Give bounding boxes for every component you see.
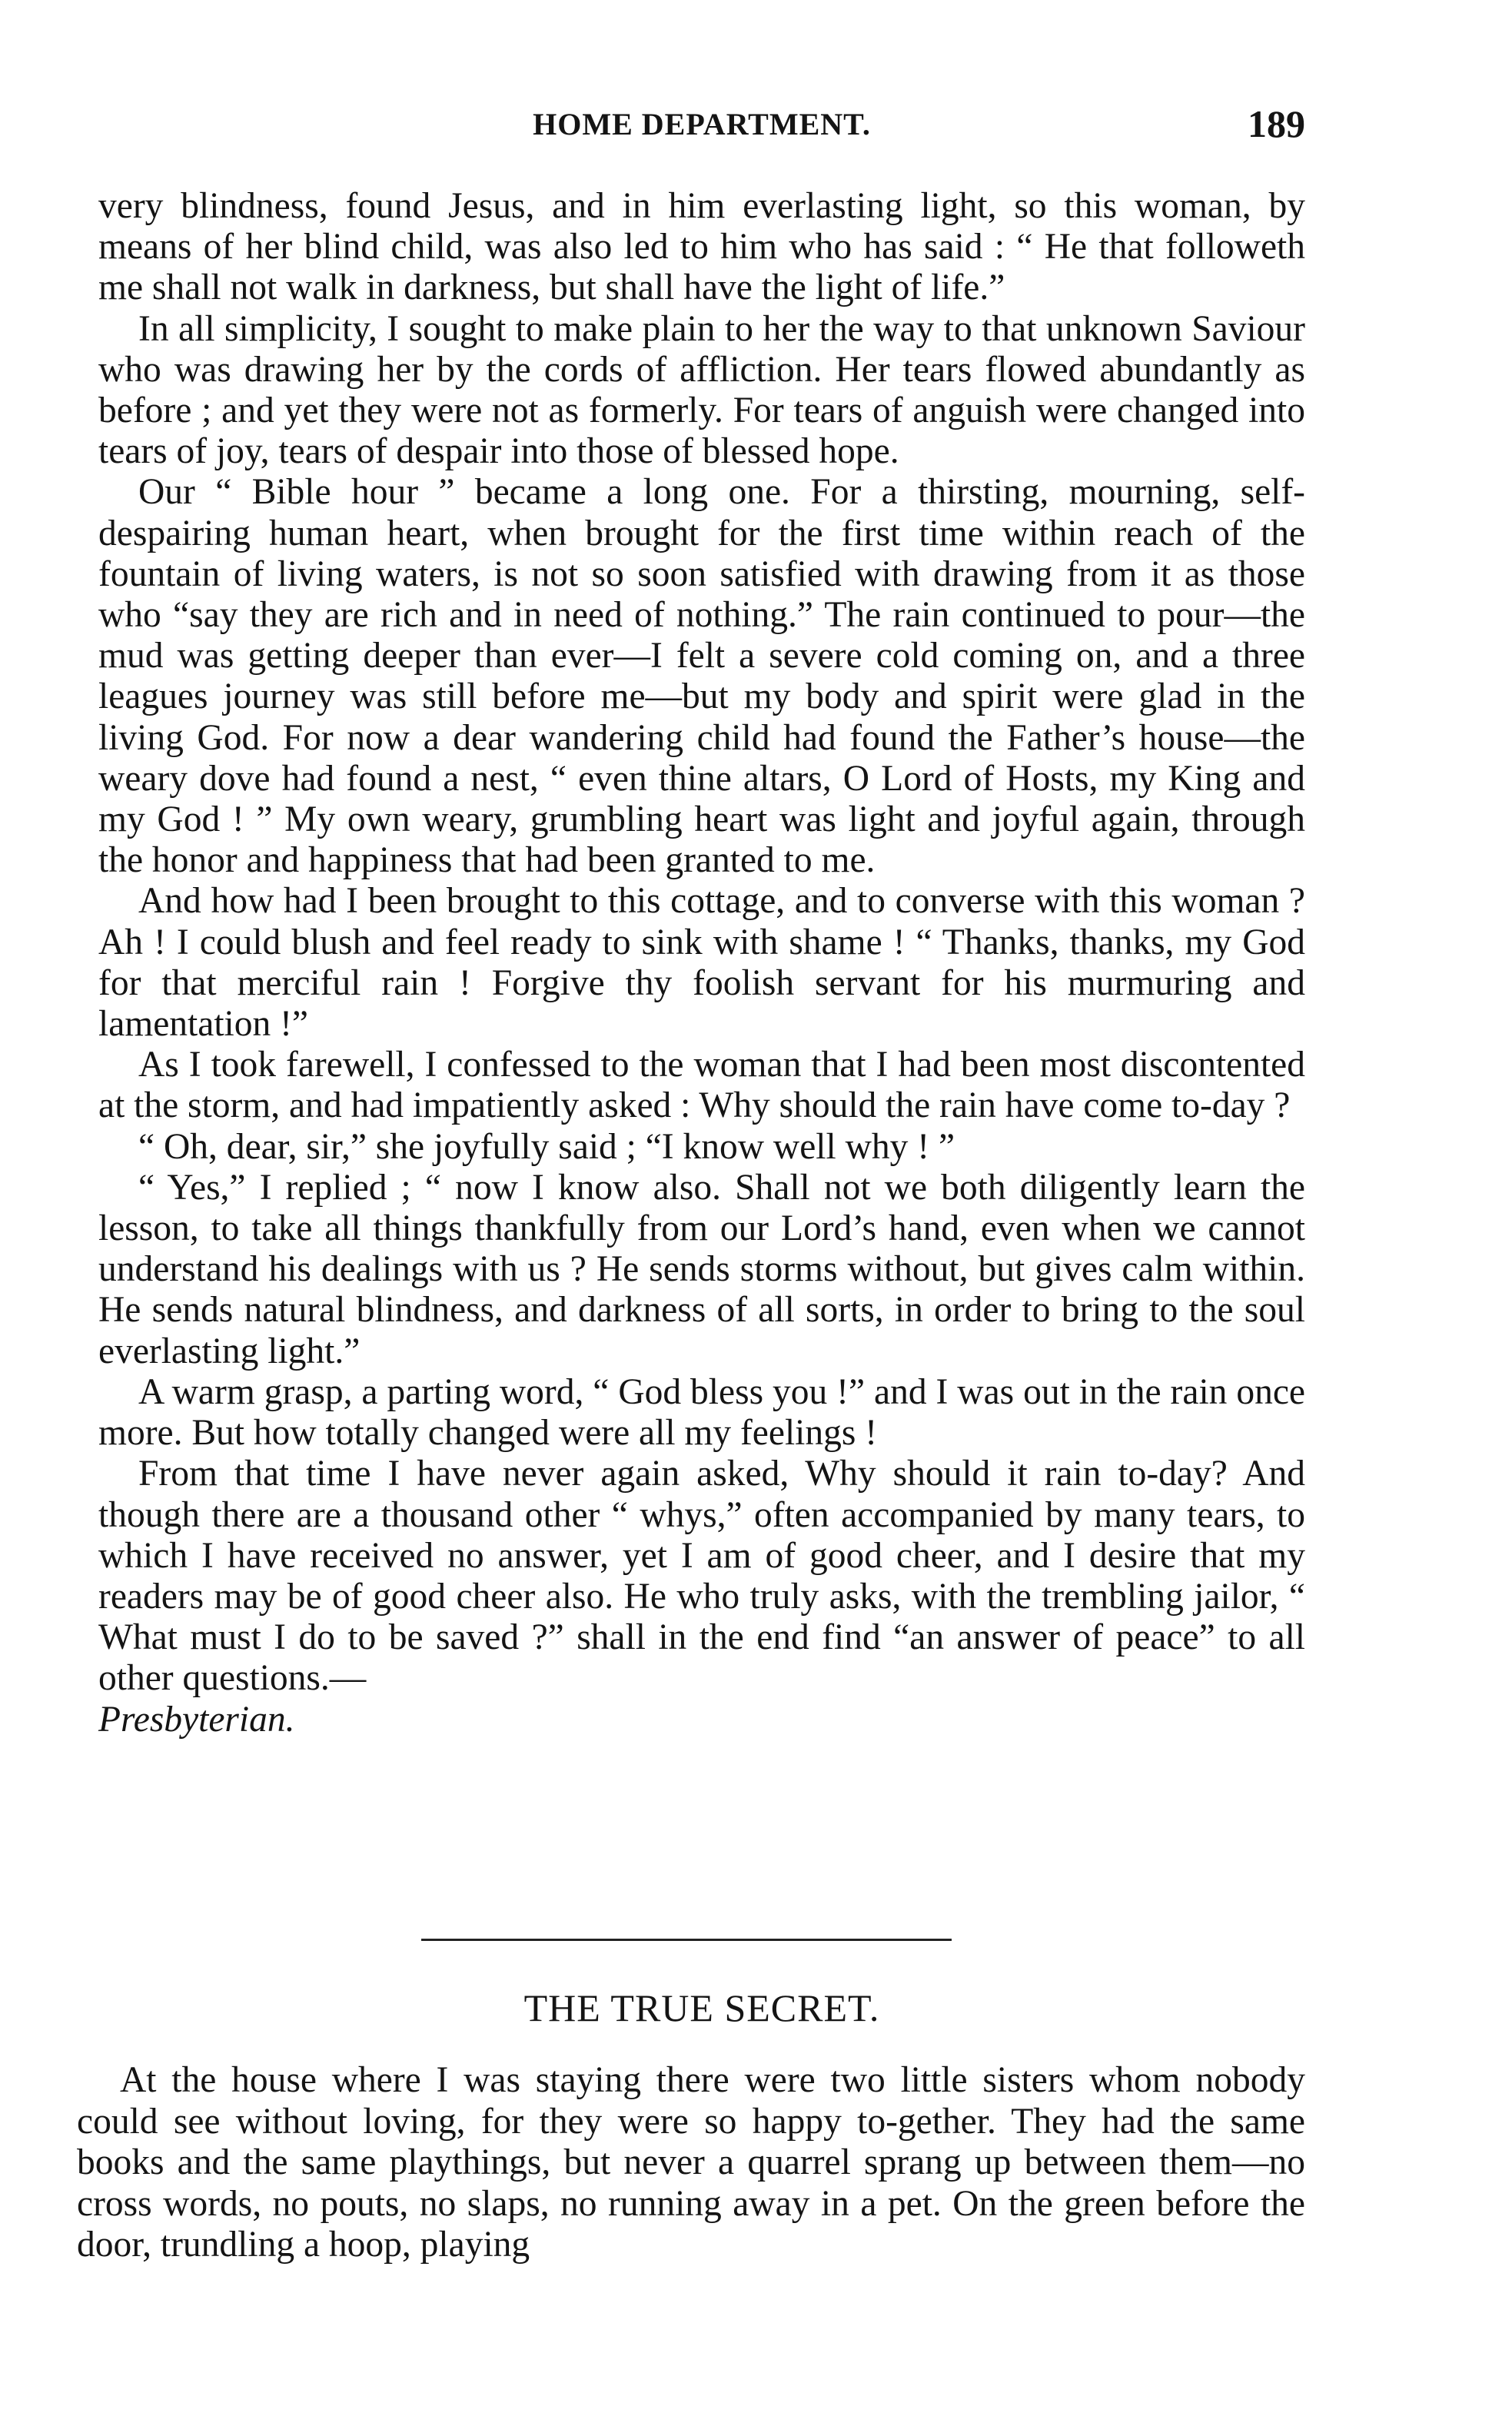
page-header <box>98 102 1305 152</box>
section-title: THE TRUE SECRET. <box>523 1986 880 2029</box>
section-divider <box>421 1939 952 1941</box>
paragraph-3: Our “ Bible hour ” became a long one. For a thirsting, mourning, self-despairing human heart, when brought for the first time within reach of the fountain of living waters, is not so soon satisfied with drawing from it as those who “say they are rich and in need of nothing.” The rain continued to pour—the mud was getting deeper than ever—I felt a severe cold coming on, and a three leagues journey was still before me—but my body and spirit were glad in the living God. For now a dear wandering child had found the Father’s house—the weary dove had found a nest, “ even thine altars, O Lord of Hosts, my King and my God ! ” My own weary, grumbling heart was light and joyful again, through the honor and happiness that had been granted to me. <box>98 472 1305 881</box>
section-paragraph-1: At the house where I was staying there were two little sisters whom nobody could see without loving, for they were so happy to-gether. They had the same books and the same playthings, but never a quarrel sprang up between them—no cross words, no pouts, no slaps, no running away in a pet. On the green before the door, trundling a hoop, playing <box>77 2060 1305 2265</box>
paragraph-4: And how had I been brought to this cottage, and to converse with this woman ? Ah ! I could blush and feel ready to sink with shame ! “ Thanks, thanks, my God for that merciful rain ! Forgive thy foolish servant for his murmuring and lamentation !” <box>98 881 1305 1045</box>
page-number: 189 <box>1248 102 1305 145</box>
paragraph-9: From that time I have never again asked, Why should it rain to-day? And though there are a thousand other “ whys,” often accompanied by many tears, to which I have received no answer, yet I am of good cheer, and I desire that my readers may be of good cheer also. He who truly asks, with the trembling jailor, “ What must I do to be saved ?” shall in the end find “an answer of peace” to all other questions.— <box>98 1454 1305 1699</box>
running-head: HOME DEPARTMENT. <box>533 107 871 141</box>
section-body <box>77 2060 1305 2266</box>
paragraph-7: “ Yes,” I replied ; “ now I know also. Shall not we both diligently learn the lesson, to take all things thankfully from our Lord’s hand, even when we cannot understand his dealings with us ? He sends storms without, but gives calm within. He sends natural blindness, and darkness of all sorts, in order to bring to the soul everlasting light.” <box>98 1167 1305 1371</box>
source-attribution <box>98 1700 1305 1740</box>
paragraph-5: As I took farewell, I confessed to the woman that I had been most discontented at the storm, and had impatiently asked : Why should the rain have come to-day ? <box>98 1045 1305 1126</box>
source-name: Presbyterian. <box>98 1699 295 1740</box>
paragraph-8: A warm grasp, a parting word, “ God bless you !” and I was out in the rain once more. But how totally changed were all my feelings ! <box>98 1371 1305 1454</box>
paragraph-2: In all simplicity, I sought to make plain to her the way to that unknown Saviour who was drawing her by the cords of affliction. Her tears flowed abundantly as before ; and yet they were not as formerly. For tears of anguish were changed into tears of joy, tears of despair into those of blessed hope. <box>98 308 1305 472</box>
paragraph-6: “ Oh, dear, sir,” she joyfully said ; “I know well why ! ” <box>138 1126 955 1167</box>
paragraph-1: very blindness, found Jesus, and in him everlasting light, so this woman, by means of her blind child, was also led to him who has said : “ He that followeth me shall not walk in darkness, but shall have the light of life.” <box>98 186 1305 308</box>
article-body <box>98 186 1305 1740</box>
